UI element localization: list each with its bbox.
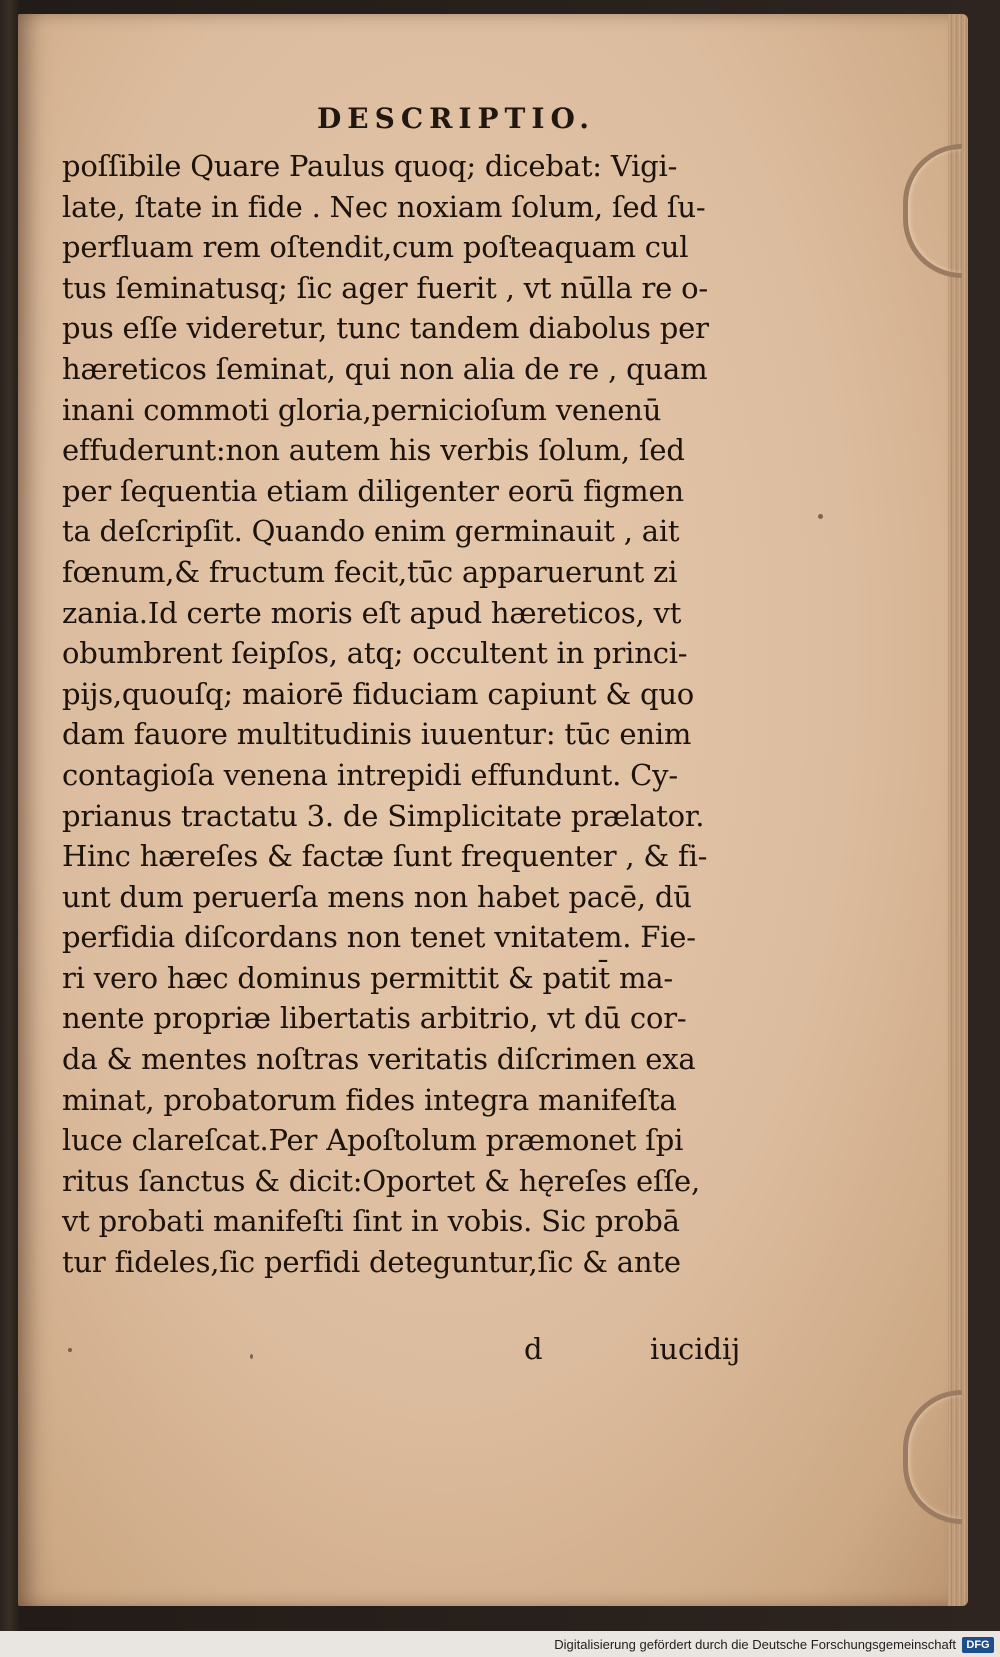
book-clasp-top [903,144,962,278]
text-line: ta deſcripſit. Quando enim germinauit , ait [62,514,680,549]
footer-bar [0,1631,1000,1657]
text-line: ri vero hæc dominus permittit & patit̄ ma- [62,960,673,995]
text-line: luce clareſcat.Per Apoſtolum præmonet ſpi [62,1123,684,1158]
text-line: minat, probatorum fides integra manifeſta [62,1082,677,1117]
footer-credit: Digitalisierung gefördert durch die Deutsche Forschungsgemeinschaft [554,1637,956,1652]
dfg-logo: DFG [962,1637,994,1653]
text-line: late, ſtate in fide . Nec noxiam ſolum, ſed ſu- [62,189,706,224]
text-line: tur fideles,ſic perfidi deteguntur,ſic & ante [62,1245,681,1280]
text-line: da & mentes noſtras veritatis diſcrimen exa [62,1042,696,1077]
text-line: ritus ſanctus & dicit:Oportet & hęreſes eſſe, [62,1163,701,1198]
text-line: tus ſeminatusq; ſic ager fuerit , vt nūlla re o- [62,270,708,305]
text-line: vt probati manifeſti ſint in vobis. Sic probā [62,1204,680,1239]
text-line: perfluam rem oſtendit,cum poſteaquam cul [62,230,689,265]
text-line: hæreticos ſeminat, qui non alia de re , quam [62,351,708,386]
ink-speck [818,514,823,519]
book-page [18,14,968,1606]
ink-speck [68,1348,72,1352]
text-line: effuderunt:non autem his verbis ſolum, ſed [62,433,685,468]
text-line: perfidia diſcordans non tenet vnitatem. Fie- [62,920,696,955]
book-clasp-bottom [903,1390,962,1524]
text-line: nente propriæ libertatis arbitrio, vt dū cor- [62,1001,687,1036]
text-line: unt dum peruerſa mens non habet pacē, dū [62,879,692,914]
ink-speck [250,1354,253,1359]
text-line: per ſequentia etiam diligenter eorū figmen [62,473,684,508]
text-line: inani commoti gloria,pernicioſum venenū [62,392,662,427]
text-line: pijs,quouſq; maiorē fiduciam capiunt & quo [62,676,695,711]
text-line: obumbrent ſeipſos, atq; occultent in princi- [62,636,688,671]
text-line: pus eſſe videretur, tunc tandem diabolus per [62,311,709,346]
text-line: Hinc hæreſes & factæ ſunt frequenter , & fi- [62,839,708,874]
signature-mark: d [524,1332,543,1366]
text-line: zania.Id certe moris eſt apud hæreticos, vt [62,595,682,630]
running-head: DESCRIPTIO. [317,102,595,135]
text-line: dam fauore multitudinis iuuentur: tūc enim [62,717,692,752]
text-line: contagioſa venena intrepidi effundunt. Cy- [62,757,678,792]
text-block [62,146,782,1283]
catchword: iucidij [650,1332,741,1366]
text-line: poſſibile Quare Paulus quoq; dicebat: Vigi- [62,149,678,183]
signature-line [62,1332,782,1376]
text-line: prianus tractatu 3. de Simplicitate prælator. [62,798,705,833]
text-line: fœnum,& fructum fecit,tūc apparuerunt zi [62,554,678,589]
